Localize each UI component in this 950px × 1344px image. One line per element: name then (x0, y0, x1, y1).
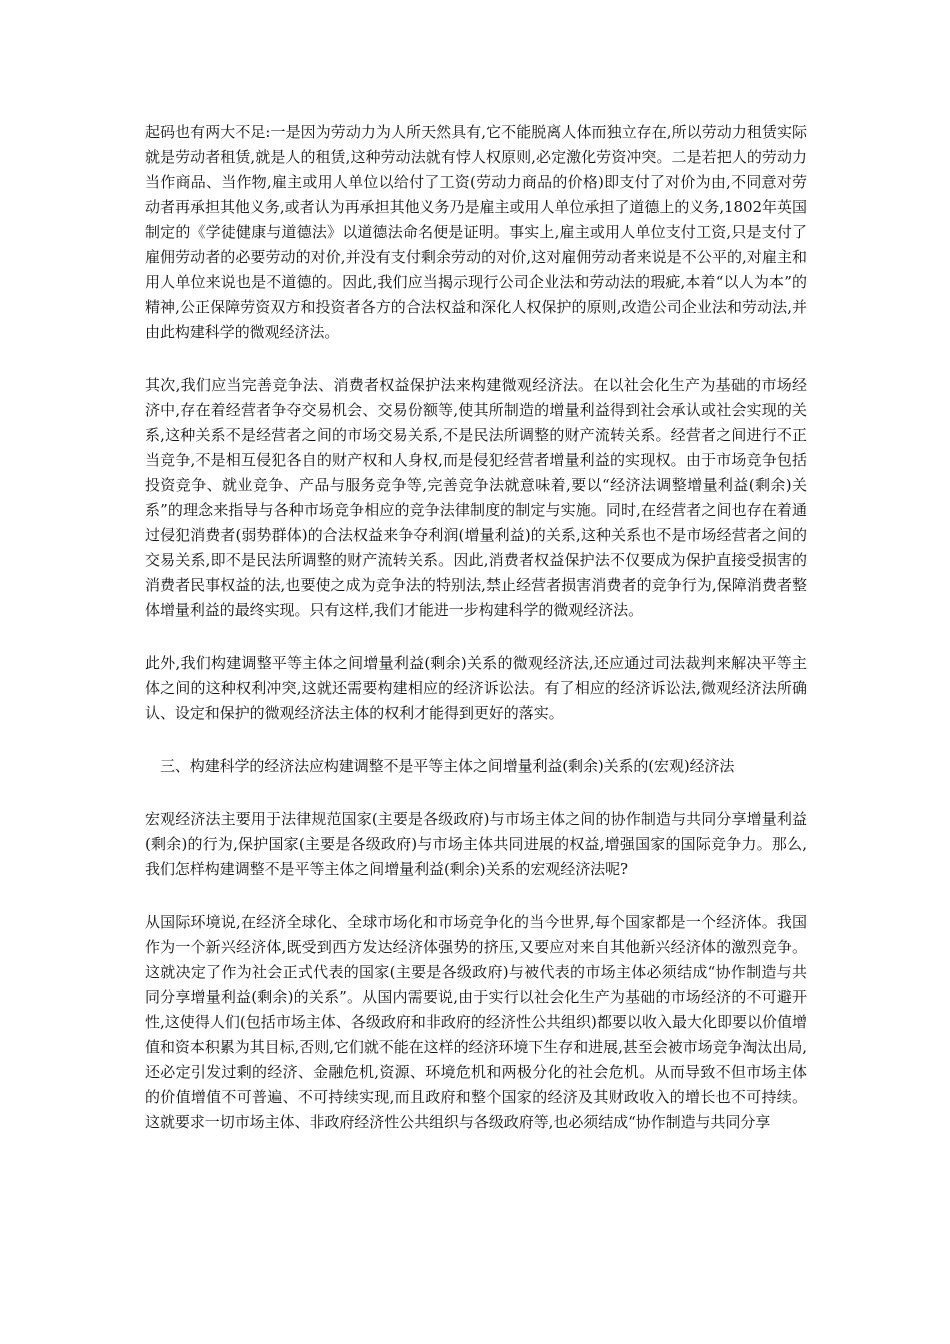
paragraph-macro-law: 宏观经济法主要用于法律规范国家(主要是各级政府)与市场主体之间的协作制造与共同分享增量利益(剩余)的行为,保护国家(主要是各级政府)与市场主体共同进展的权益,增强国家的国际竞争力。那么,我们怎样构建调整不是平等主体之间增量利益(剩余)关系的宏观经济法呢? (145, 810, 807, 878)
paragraph-international-environment: 从国际环境说,在经济全球化、全球市场化和市场竞争化的当今世界,每个国家都是一个经济体。我国作为一个新兴经济体,既受到西方发达经济体强势的挤压,又要应对来自其他新兴经济体的激烈竞争。这就决定了作为社会正式代表的国家(主要是各级政府)与被代表的市场主体必须结成“协作制造与共同分享增量利益(剩余)的关系”。从国内需要说,由于实行以社会化生产为基础的市场经济的不可避开性,这使得人们(包括市场主体、各级政府和非政府的经济性公共组织)都要以收入最大化即要以价值增值和资本积累为其目标,否则,它们就不能在这样的经济环境下生存和进展,甚至会被市场竞争淘汰出局,还必定引发过剩的经济、金融危机,资源、环境危机和两极分化的社会危机。从而导致不但市场主体的价值增值不可普遍、不可持续实现,而且政府和整个国家的经济及其财政收入的增长也不可持续。这就要求一切市场主体、非政府经济性公共组织与各级政府等,也必须结成“协作制造与共同分享 (145, 913, 807, 1131)
paragraph-litigation-law: 此外,我们构建调整平等主体之间增量利益(剩余)关系的微观经济法,还应通过司法裁判来解决平等主体之间的这种权利冲突,这就还需要构建相应的经济诉讼法。有了相应的经济诉讼法,微观经济法所确认、设定和保护的微观经济法主体的权利才能得到更好的落实。 (145, 654, 807, 722)
section-heading: 三、构建科学的经济法应构建调整不是平等主体之间增量利益(剩余)关系的(宏观)经济法 (160, 757, 735, 775)
paragraph-labor-law: 起码也有两大不足:一是因为劳动力为人所天然具有,它不能脱离人体而独立存在,所以劳动力租赁实际就是劳动者租赁,就是人的租赁,这种劳动法就有悖人权原则,必定激化劳资冲突。二是若把人的劳动力当作商品、当作物,雇主或用人单位以给付了工资(劳动力商品的价格)即支付了对价为由,不同意对劳动者再承担其他义务,或者认为再承担其他义务乃是雇主或用人单位承担了道德上的义务,1802年英国制定的《学徒健康与道德法》以道德法命名便是证明。事实上,雇主或用人单位支付工资,只是支付了雇佣劳动者的必要劳动的对价,并没有支付剩余劳动的对价,这对雇佣劳动者来说是不公平的,对雇主和用人单位来说也是不道德的。因此,我们应当揭示现行公司企业法和劳动法的瑕疵,本着“以人为本”的精神,公正保障劳资双方和投资者各方的合法权益和深化人权保护的原则,改造公司企业法和劳动法,并由此构建科学的微观经济法。 (145, 123, 807, 341)
paragraph-competition-law: 其次,我们应当完善竞争法、消费者权益保护法来构建微观经济法。在以社会化生产为基础的市场经济中,存在着经营者争夺交易机会、交易份额等,使其所制造的增量利益得到社会承认或社会实现的关系,这种关系不是经营者之间的市场交易关系,不是民法所调整的财产流转关系。经营者之间进行不正当竞争,不是相互侵犯各自的财产权和人身权,而是侵犯经营者增量利益的实现权。由于市场竞争包括投资竞争、就业竞争、产品与服务竞争等,完善竞争法就意味着,要以“经济法调整增量利益(剩余)关系”的理念来指导与各种市场竞争相应的竞争法律制度的制定与实施。同时,在经营者之间也存在着通过侵犯消费者(弱势群体)的合法权益来争夺利润(增量利益)的关系,这种关系也不是市场经营者之间的交易关系,即不是民法所调整的财产流转关系。因此,消费者权益保护法不仅要成为保护直接受损害的消费者民事权益的法,也要使之成为竞争法的特别法,禁止经营者损害消费者的竞争行为,保障消费者整体增量利益的最终实现。只有这样,我们才能进一步构建科学的微观经济法。 (145, 376, 807, 619)
document-page (145, 120, 807, 1163)
